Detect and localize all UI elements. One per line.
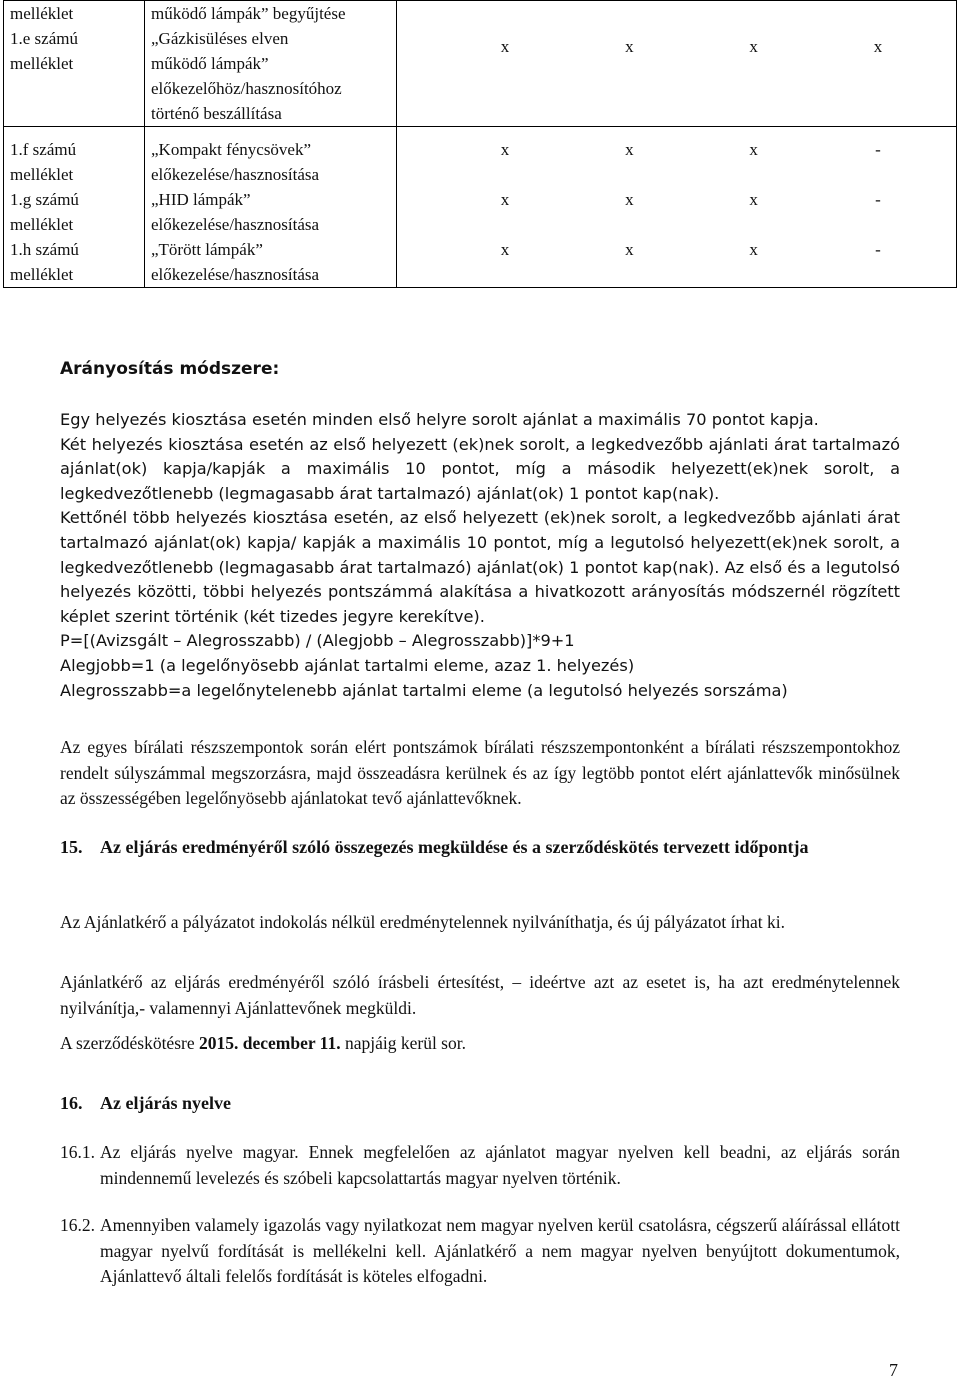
section-number: 16.: [60, 1093, 83, 1113]
mark: x: [500, 240, 510, 259]
section-number: 15.: [60, 837, 83, 857]
ref-text: 1.e számú: [10, 29, 78, 48]
desc-text: előkezelése/hasznosítása: [151, 265, 320, 284]
mark: x: [625, 240, 634, 259]
mark: -: [875, 240, 881, 259]
table-row: [4, 1, 957, 127]
desc-cell: [145, 1, 397, 127]
ref-text: 1.g számú: [10, 190, 79, 209]
section-15-paragraph-2: Ajánlatkérő az eljárás eredményéről szóló írásbeli értesítést, – ideértve azt az esetet is, ha azt eredménytelennek nyilvánítja,- valamennyi Ajánlattevőnek megküldi.: [60, 972, 900, 1018]
page-number: 7: [889, 1360, 898, 1380]
contract-date: 2015. december 11.: [198, 1033, 341, 1053]
marks-row: [403, 34, 950, 59]
desc-text: előkezelése/hasznosítása: [151, 165, 320, 184]
mark: x: [500, 190, 510, 209]
method-definition: Alegrosszabb=a legelőnytelenebb ajánlat tartalmi eleme (a legutolsó helyezés sorszáma): [60, 680, 788, 700]
item-text: Az eljárás nyelve magyar. Ennek megfelelően az ajánlatot magyar nyelven kell beadni, az eljárás során mindennemű levelezés és szóbeli kapcsolattartás magyar nyelven történik.: [100, 1142, 900, 1188]
mark: x: [749, 240, 758, 259]
mark: x: [749, 190, 758, 209]
desc-text: előkezelése/hasznosítása: [151, 215, 320, 234]
marks-row: [403, 137, 950, 162]
mark: -: [875, 140, 881, 159]
marks-row: [403, 237, 950, 262]
mark: x: [873, 37, 883, 56]
mark: x: [749, 140, 758, 159]
ref-text: melléklet: [10, 215, 74, 234]
method-text: [60, 408, 900, 703]
desc-text: történő beszállítása: [151, 104, 282, 123]
mark: x: [625, 140, 634, 159]
ref-text: 1.h számú: [10, 240, 79, 259]
marks-cell: [397, 1, 957, 127]
desc-cell: [145, 127, 397, 288]
mark: x: [500, 140, 510, 159]
ref-cell: [4, 127, 145, 288]
section-16-1: [60, 1140, 900, 1191]
section-title: Az eljárás nyelve: [100, 1093, 231, 1113]
mark: x: [625, 37, 634, 56]
item-number: 16.1.: [60, 1142, 95, 1162]
mark: -: [875, 190, 881, 209]
desc-text: „Gázkisüléses elven: [151, 29, 289, 48]
method-formula: P=[(Avizsgált – Alegrosszabb) / (Alegjobb – Alegrosszabb)]*9+1: [60, 631, 575, 651]
ref-text: melléklet: [10, 4, 74, 23]
section-15-paragraph-1: Az Ajánlatkérő a pályázatot indokolás nélkül eredménytelennek nyilváníthatja, és új pályázatot írhat ki.: [60, 912, 786, 932]
contract-text: napjáig kerül sor.: [340, 1033, 466, 1053]
marks-row: [403, 187, 950, 212]
section-title: Az eljárás eredményéről szóló összegezés megküldése és a szerződéskötés tervezett időpontja: [100, 837, 809, 857]
scoring-paragraph: Az egyes bírálati részszempontok során elért pontszámok bírálati részszempontonként a bírálati részszempontokhoz rendelt súlyszámmal megszorzásra, majd összeadásra kerülnek és az így legtöbb pontot elért ajánlattevők minősülnek az összességében legelőnyösebb ajánlatokat tevő ajánlattevőknek.: [60, 737, 900, 809]
method-definition: Alegjobb=1 (a legelőnyösebb ajánlat tartalmi eleme, azaz 1. helyezés): [60, 655, 635, 675]
table-row: [4, 127, 957, 288]
item-number: 16.2.: [60, 1215, 95, 1235]
ref-text: melléklet: [10, 265, 74, 284]
contract-text: A szerződéskötésre: [60, 1033, 199, 1053]
section-15-paragraph-3: [60, 1031, 900, 1057]
marks-cell: [397, 127, 957, 288]
method-paragraph: Kettőnél több helyezés kiosztása esetén, az első helyezett (ek)nek sorolt, a legkedvezőbb ajánlati árat tartalmazó ajánlat(ok) kapja/ kapják a maximális 10 pontot, míg a legutolsó helyezett(ek)nek sorolt, a legkedvezőtlenebb (legmagasabb árat tartalmazó) ajánlat(ok) 1 pontot kap(nak). Az első és a legutolsó helyezés közötti, többi helyezés pontszámmá alakítása a hivatkozott arányosítás módszernél rögzített képlet szerint történik (két tizedes jegyre kerekítve).: [60, 508, 900, 626]
method-paragraph: Két helyezés kiosztása esetén az első helyezett (ek)nek sorolt, a legkedvezőbb ajánlati árat tartalmazó ajánlat(ok) kapja/kapják a maximális 10 pontot, míg a második helyezett(ek)nek sorolt, a legkedvezőtlenebb (legmagasabb árat tartalmazó) ajánlat(ok) 1 pontot kap(nak).: [60, 434, 900, 503]
mark: x: [500, 37, 510, 56]
waste-category-table: [3, 0, 957, 288]
desc-text: működő lámpák” begyűjtése: [151, 4, 346, 23]
section-16-2: [60, 1213, 900, 1290]
method-title: Arányosítás módszere:: [60, 359, 280, 379]
mark: x: [749, 37, 758, 56]
ref-cell: [4, 1, 145, 127]
mark: x: [625, 190, 634, 209]
desc-text: „HID lámpák”: [151, 190, 251, 209]
desc-text: előkezelőhöz/hasznosítóhoz: [151, 79, 342, 98]
ref-text: melléklet: [10, 165, 74, 184]
desc-text: „Törött lámpák”: [151, 240, 263, 259]
ref-text: 1.f számú: [10, 140, 77, 159]
desc-text: működő lámpák”: [151, 54, 269, 73]
item-text: Amennyiben valamely igazolás vagy nyilatkozat nem magyar nyelven kerül csatolásra, cégszerű aláírással ellátott magyar nyelvű fordítását is mellékelni kell. Ajánlatkérő a nem magyar nyelven benyújtott dokumentumok, Ajánlattevő általi felelős fordítását is köteles elfogadni.: [100, 1215, 900, 1286]
method-paragraph: Egy helyezés kiosztása esetén minden első helyre sorolt ajánlat a maximális 70 pontot kapja.: [60, 410, 819, 429]
ref-text: melléklet: [10, 54, 74, 73]
section-15-heading: [60, 835, 900, 860]
desc-text: „Kompakt fénycsövek”: [151, 140, 312, 159]
section-16-heading: [60, 1091, 900, 1116]
